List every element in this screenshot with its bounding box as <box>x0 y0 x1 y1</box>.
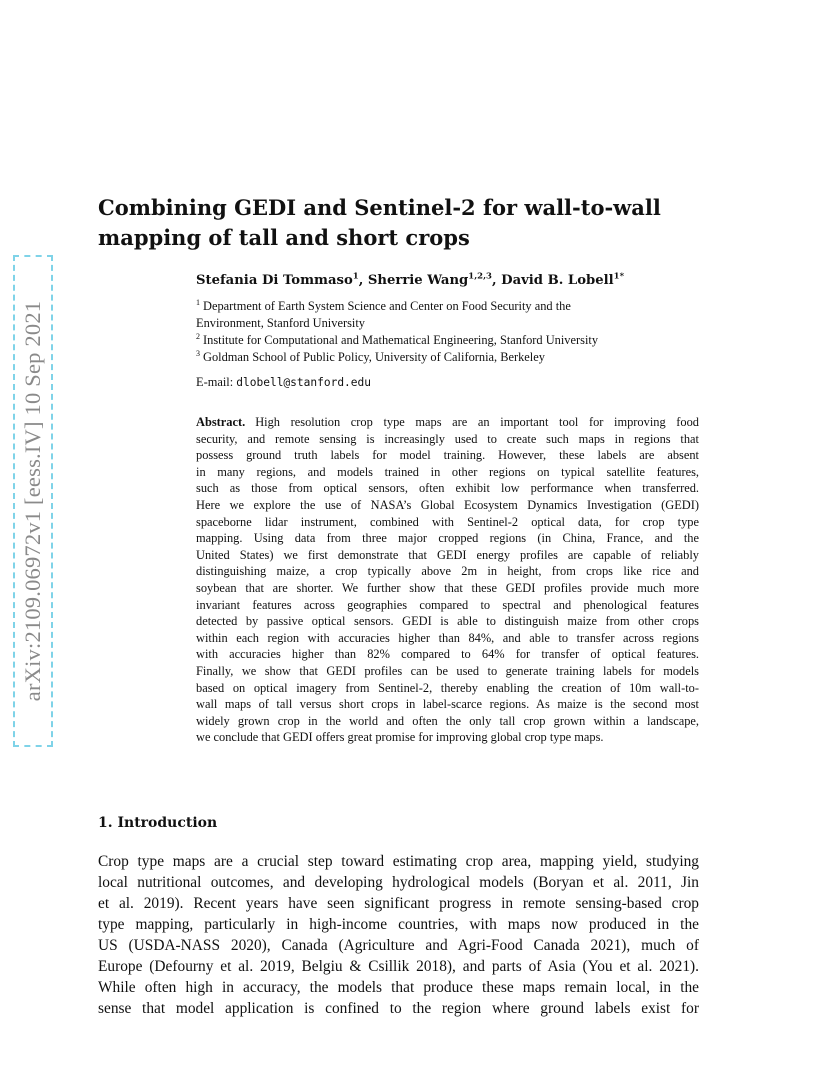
abstract-line: such as those from optical sensors, often exhibit low performance when transferred. <box>196 481 699 496</box>
body-text-line: et al. 2019). Recent years have seen significant progress in remote sensing-based crop <box>98 895 699 912</box>
arxiv-side-stamp <box>13 255 53 747</box>
affiliation-text: Goldman School of Public Policy, University of California, Berkeley <box>203 350 545 364</box>
abstract-line: security, and remote sensing is increasingly used to create such maps in regions that <box>196 431 699 446</box>
arxiv-identifier: arXiv:2109.06972v1 [eess.IV] 10 Sep 2021 <box>20 300 45 702</box>
paper-title-line-1: Combining GEDI and Sentinel-2 for wall-to-wall <box>98 195 661 220</box>
author-affiliation-mark: 1 <box>352 271 359 282</box>
author-affiliation-mark: 1,2,3 <box>468 271 492 282</box>
abstract-line: detected by passive optical sensors. GEDI is able to distinguish maize from other crops <box>196 614 699 629</box>
abstract-line: within each region with accuracies higher than 84%, and able to transfer across regions <box>196 630 699 645</box>
affiliation-1 <box>196 298 571 332</box>
affiliation-text: Department of Earth System Science and Center on Food Security and the <box>203 299 571 313</box>
abstract-line: distinguishing maize, a crop typically above 2m in height, from crops like rice and <box>196 564 699 579</box>
body-text-line: Crop type maps are a crucial step toward estimating crop area, mapping yield, studying <box>98 853 699 870</box>
body-text-line: local nutritional outcomes, and developing hydrological models (Boryan et al. 2011, Jin <box>98 874 699 891</box>
affiliation-text: Environment, Stanford University <box>196 316 365 330</box>
abstract-line: we conclude that GEDI offers great promise for improving global crop type maps. <box>196 730 604 745</box>
affiliation-text: Institute for Computational and Mathematical Engineering, Stanford University <box>203 333 599 347</box>
abstract-line: mapping. Using data from three major cropped regions (in China, France, and the <box>196 531 699 546</box>
affiliation-3 <box>196 349 545 366</box>
affiliation-number: 2 <box>196 331 200 341</box>
author-name: David B. Lobell <box>501 273 614 288</box>
abstract-heading: Abstract. <box>196 415 246 429</box>
body-text-line: US (USDA-NASS 2020), Canada (Agriculture and Agri-Food Canada 2021), much of <box>98 937 699 954</box>
contact-email <box>196 375 371 390</box>
abstract-line: Abstract. High resolution crop type maps are an important tool for improving food <box>196 415 699 429</box>
body-text-line: While often high in accuracy, the models that produce these maps remain local, in the <box>98 979 699 996</box>
author-affiliation-mark: 1* <box>613 271 625 282</box>
email-label: E-mail: <box>196 375 234 389</box>
introduction-paragraph <box>98 851 699 1019</box>
affiliation-number: 1 <box>196 297 200 307</box>
abstract-line: United States) we first demonstrate that GEDI energy profiles are capable of reliably <box>196 547 699 562</box>
abstract-line: based on optical imagery from Sentinel-2, thereby enabling the creation of 10m wall-to- <box>196 680 699 695</box>
abstract-line: in many regions, and models trained in other regions on typical satellite features, <box>196 464 699 479</box>
paper-title-line-2: mapping of tall and short crops <box>98 225 470 250</box>
body-text-line: type mapping, particularly in high-income countries, with maps now produced in the <box>98 916 699 933</box>
section-heading-introduction: 1. Introduction <box>98 815 218 831</box>
body-text-line: sense that model application is confined to the region where ground labels exist for <box>98 1000 699 1017</box>
abstract <box>196 414 699 746</box>
body-text-line: Europe (Defourny et al. 2019, Belgiu & Csillik 2018), and parts of Asia (You et al. 2021). <box>98 958 699 975</box>
abstract-line: possess ground truth labels for model training. However, these labels are absent <box>196 448 699 463</box>
email-address[interactable]: dlobell@stanford.edu <box>236 376 371 389</box>
abstract-line: soybean that are shorter. We further show that these GEDI profiles provide much more <box>196 580 699 595</box>
author-list: Stefania Di Tommaso$^1$, Sherrie Wang$^{1,2,3}$, David B. Lobell$^{1*}$ <box>196 271 625 288</box>
abstract-line: Here we explore the use of NASA’s Global Ecosystem Dynamics Investigation (GEDI) <box>196 497 699 512</box>
abstract-line: widely grown crop in the world and often the only tall crop grown within a landscape, <box>196 713 699 728</box>
affiliation-number: 3 <box>196 348 200 358</box>
abstract-line: Finally, we show that GEDI profiles can be used to generate training labels for models <box>196 663 699 678</box>
author-name: Sherrie Wang <box>367 273 469 288</box>
affiliation-2 <box>196 332 598 349</box>
paper-title <box>98 193 718 253</box>
abstract-line: with accuracies higher than 82% compared to 64% for transfer of optical features. <box>196 647 699 662</box>
author-name: Stefania Di Tommaso <box>196 273 353 288</box>
abstract-line: wall maps of tall versus short crops in label-scarce regions. As maize is the second most <box>196 697 699 712</box>
abstract-line: invariant features across geographies compared to spectral and phenological features <box>196 597 699 612</box>
abstract-line: spaceborne lidar instrument, combined with Sentinel-2 optical data, for crop type <box>196 514 699 529</box>
